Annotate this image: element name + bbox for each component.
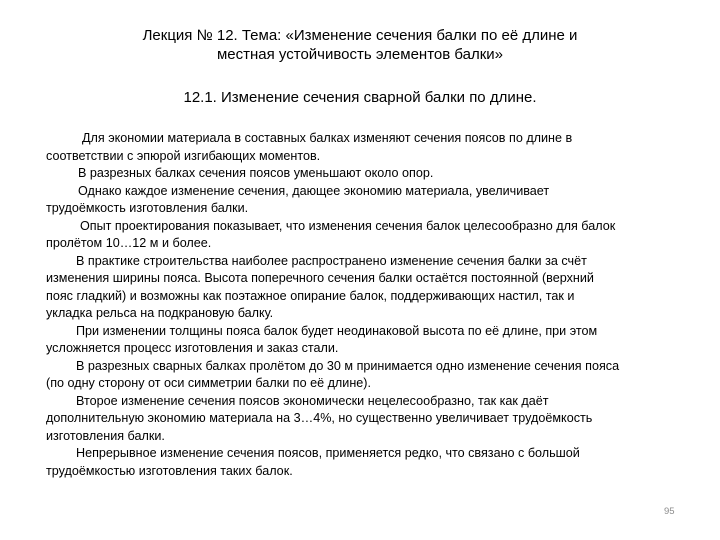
paragraph-line: Для экономии материала в составных балках изменяют сечения поясов по длине в (82, 131, 573, 145)
paragraph (46, 218, 710, 253)
paragraph-line: пролётом 10…12 м и более. (46, 236, 212, 250)
paragraph (46, 323, 710, 358)
slide-title (40, 26, 680, 64)
paragraph (46, 253, 710, 323)
paragraph (46, 183, 710, 218)
paragraph-line: усложняется процесс изготовления и заказ стали. (46, 341, 339, 355)
paragraph-line: трудоёмкостью изготовления таких балок. (46, 463, 293, 478)
paragraph-line: В разрезных балках сечения поясов уменьшают около опор. (78, 166, 434, 180)
paragraph-line: дополнительную экономию материала на 3…4%, но существенно увеличивает трудоёмкость (46, 411, 593, 425)
paragraph (46, 445, 710, 480)
paragraph-line: В практике строительства наиболее распространено изменение сечения балки за счёт (76, 253, 587, 268)
paragraph-line: соответствии с эпюрой изгибающих моментов. (46, 148, 321, 163)
paragraph-line: В разрезных сварных балках пролётом до 30 м принимается одно изменение сечения пояса (76, 358, 620, 373)
slide-title-line-1: Лекция № 12. Тема: «Изменение сечения балки по её длине и (142, 27, 578, 44)
paragraph-line: изменения ширины пояса. Высота поперечного сечения балки остаётся постоянной (верхний (46, 271, 594, 285)
paragraph (46, 393, 710, 446)
paragraph-line: пояс гладкий) и возможны как поэтажное опирание балок, поддерживающих настил, так и (46, 288, 575, 303)
paragraph-line: Однако каждое изменение сечения, дающее экономию материала, увеличивает (78, 183, 550, 198)
paragraph-line: Непрерывное изменение сечения поясов, применяется редко, что связано с большой (76, 446, 580, 460)
lecture-body (46, 130, 710, 480)
paragraph (46, 165, 710, 183)
paragraph-line: Второе изменение сечения поясов экономически нецелесообразно, так как даёт (76, 393, 549, 408)
slide-title-line-2: местная устойчивость элементов балки» (216, 46, 504, 63)
paragraph-line: трудоёмкость изготовления балки. (46, 201, 249, 215)
paragraph-line: При изменении толщины пояса балок будет неодинаковой высота по её длине, при этом (76, 323, 598, 338)
page-number: 95 (664, 506, 675, 517)
paragraph-line: Опыт проектирования показывает, что изменения сечения балок целесообразно для балок (80, 218, 616, 233)
section-heading: 12.1. Изменение сечения сварной балки по длине. (183, 89, 537, 106)
paragraph (46, 358, 710, 393)
paragraph-line: (по одну сторону от оси симметрии балки по её длине). (46, 376, 371, 390)
paragraph (46, 130, 710, 165)
paragraph-line: укладка рельса на подкрановую балку. (46, 306, 274, 320)
paragraph-line: изготовления балки. (46, 428, 165, 443)
